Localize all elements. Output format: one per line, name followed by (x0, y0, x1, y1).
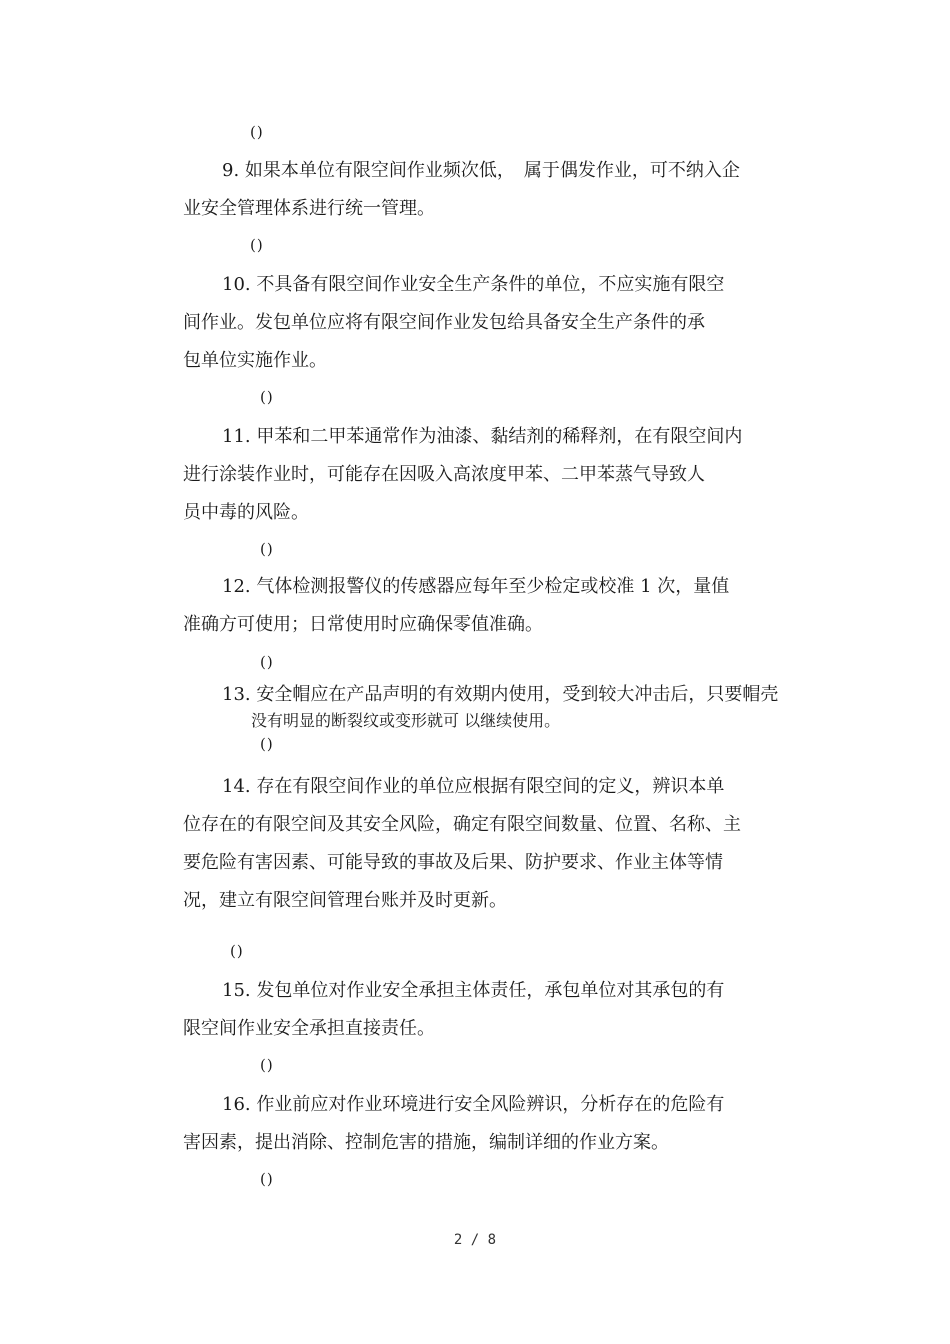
answer-blank: () (250, 123, 264, 141)
page-number: 2 / 8 (453, 1232, 497, 1248)
question-line: 要危险有害因素、可能导致的事故及后果、防护要求、作业主体等情 (183, 852, 723, 873)
question-line: 限空间作业安全承担直接责任。 (183, 1018, 435, 1039)
answer-blank: () (230, 942, 244, 960)
question-line: 位存在的有限空间及其安全风险，确定有限空间数量、位置、名称、主 (183, 814, 741, 835)
answer-blank: () (260, 735, 274, 753)
question-line: 9. 如果本单位有限空间作业频次低， 属于偶发作业，可不纳入企 (222, 160, 740, 181)
answer-blank: () (260, 388, 274, 406)
question-line: 进行涂装作业时，可能存在因吸入高浓度甲苯、二甲苯蒸气导致人 (183, 464, 705, 485)
question-line: 10. 不具备有限空间作业安全生产条件的单位，不应实施有限空 (222, 274, 725, 295)
question-line: 包单位实施作业。 (183, 350, 327, 371)
question-line: 15. 发包单位对作业安全承担主体责任，承包单位对其承包的有 (222, 980, 725, 1001)
question-line: 间作业。发包单位应将有限空间作业发包给具备安全生产条件的承 (183, 312, 705, 333)
question-line: 12. 气体检测报警仪的传感器应每年至少检定或校准 1 次，量值 (222, 576, 730, 597)
answer-blank: () (260, 653, 274, 671)
question-line: 况，建立有限空间管理台账并及时更新。 (183, 890, 507, 911)
answer-blank: () (260, 1056, 274, 1074)
answer-blank: () (260, 540, 274, 558)
question-line: 害因素，提出消除、控制危害的措施，编制详细的作业方案。 (183, 1132, 669, 1153)
question-line: 准确方可使用；日常使用时应确保零值准确。 (183, 614, 543, 635)
question-line: 业安全管理体系进行统一管理。 (183, 198, 435, 219)
question-line: 没有明显的断裂纹或变形就可 以继续使用。 (251, 711, 561, 730)
answer-blank: () (260, 1170, 274, 1188)
question-line: 员中毒的风险。 (183, 502, 309, 523)
answer-blank: () (250, 236, 264, 254)
question-line: 14. 存在有限空间作业的单位应根据有限空间的定义，辨识本单 (222, 776, 725, 797)
question-line: 16. 作业前应对作业环境进行安全风险辨识，分析存在的危险有 (222, 1094, 725, 1115)
question-line: 11. 甲苯和二甲苯通常作为油漆、黏结剂的稀释剂，在有限空间内 (222, 426, 743, 447)
question-line: 13. 安全帽应在产品声明的有效期内使用，受到较大冲击后，只要帽壳 (222, 684, 779, 705)
